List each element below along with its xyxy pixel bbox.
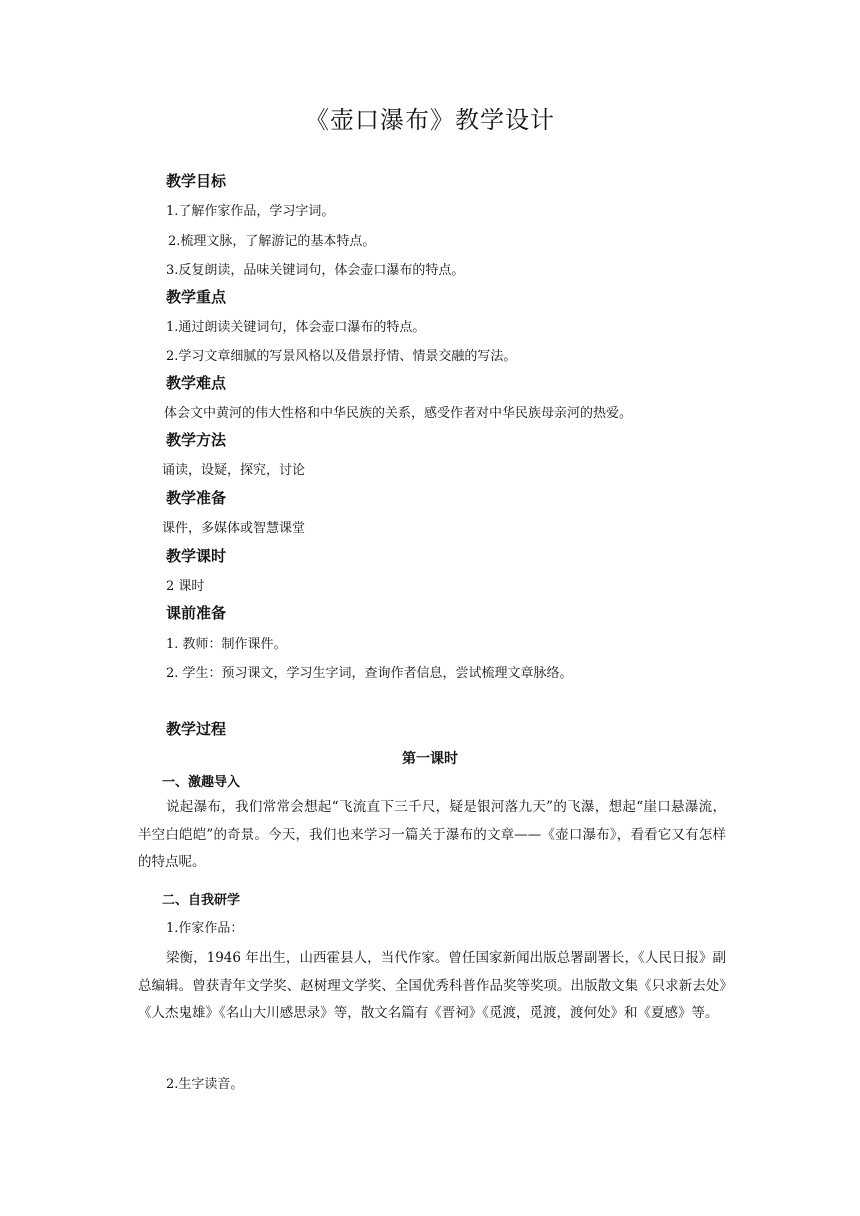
preparation-text: 课件，多媒体或智慧课堂: [162, 521, 306, 536]
key-point-item: 2.学习文章细腻的写景风格以及借景抒情、情景交融的写法。: [166, 349, 517, 364]
objective-item: 2.梳理文脉，了解游记的基本特点。: [168, 234, 376, 249]
methods-text: 诵读，设疑，探究，讨论: [162, 463, 306, 478]
periods-text: 2 课时: [166, 579, 205, 594]
pre-class-item: 1. 教师：制作课件。: [166, 637, 287, 652]
part2-heading: 二、自我研学: [162, 893, 241, 908]
key-points-heading: 教学重点: [166, 288, 227, 306]
objective-item: 3.反复朗读，品味关键词句，体会壶口瀑布的特点。: [166, 263, 465, 278]
difficulty-heading: 教学难点: [166, 374, 227, 392]
process-heading: 教学过程: [166, 720, 227, 738]
part1-heading: 一、激趣导入: [162, 775, 241, 790]
preparation-heading: 教学准备: [166, 489, 227, 507]
pre-class-heading: 课前准备: [166, 604, 227, 622]
key-point-item: 1.通过朗读关键词句，体会壶口瀑布的特点。: [166, 320, 426, 335]
objectives-heading: 教学目标: [166, 172, 227, 190]
lesson-title: 第一课时: [402, 751, 458, 767]
difficulty-text: 体会文中黄河的伟大性格和中华民族的关系，感受作者对中华民族母亲河的热爱。: [164, 406, 633, 421]
periods-heading: 教学课时: [166, 547, 227, 565]
pre-class-item: 2. 学生：预习课文，学习生字词，查询作者信息，尝试梳理文章脉络。: [166, 666, 573, 681]
author-works-label: 1.作家作品：: [166, 921, 244, 936]
document-title: 《壶口瀑布》教学设计: [305, 106, 555, 134]
author-paragraph: 梁衡，1946 年出生，山西霍县人，当代作家。曾任国家新闻出版总署副署长，《人民日报》副总编辑。曾获青年文学奖、赵树理文学奖、全国优秀科普作品奖等奖项。出版散文集《只求新去处》《人杰鬼雄》《名山大川感思录》等，散文名篇有《晋祠》《觅渡，觅渡，渡何处》和《夏感》等。: [138, 950, 726, 1021]
intro-paragraph: 说起瀑布，我们常常会想起“飞流直下三千尺，疑是银河落九天”的飞瀑，想起“崖口悬瀑流，半空白皑皑”的奇景。今天，我们也来学习一篇关于瀑布的文章——《壶口瀑布》，看看它又有怎样的特点呢。: [138, 799, 726, 870]
methods-heading: 教学方法: [166, 431, 227, 449]
pronunciation-label: 2.生字读音。: [166, 1077, 244, 1092]
objective-item: 1.了解作家作品，学习字词。: [166, 204, 335, 219]
